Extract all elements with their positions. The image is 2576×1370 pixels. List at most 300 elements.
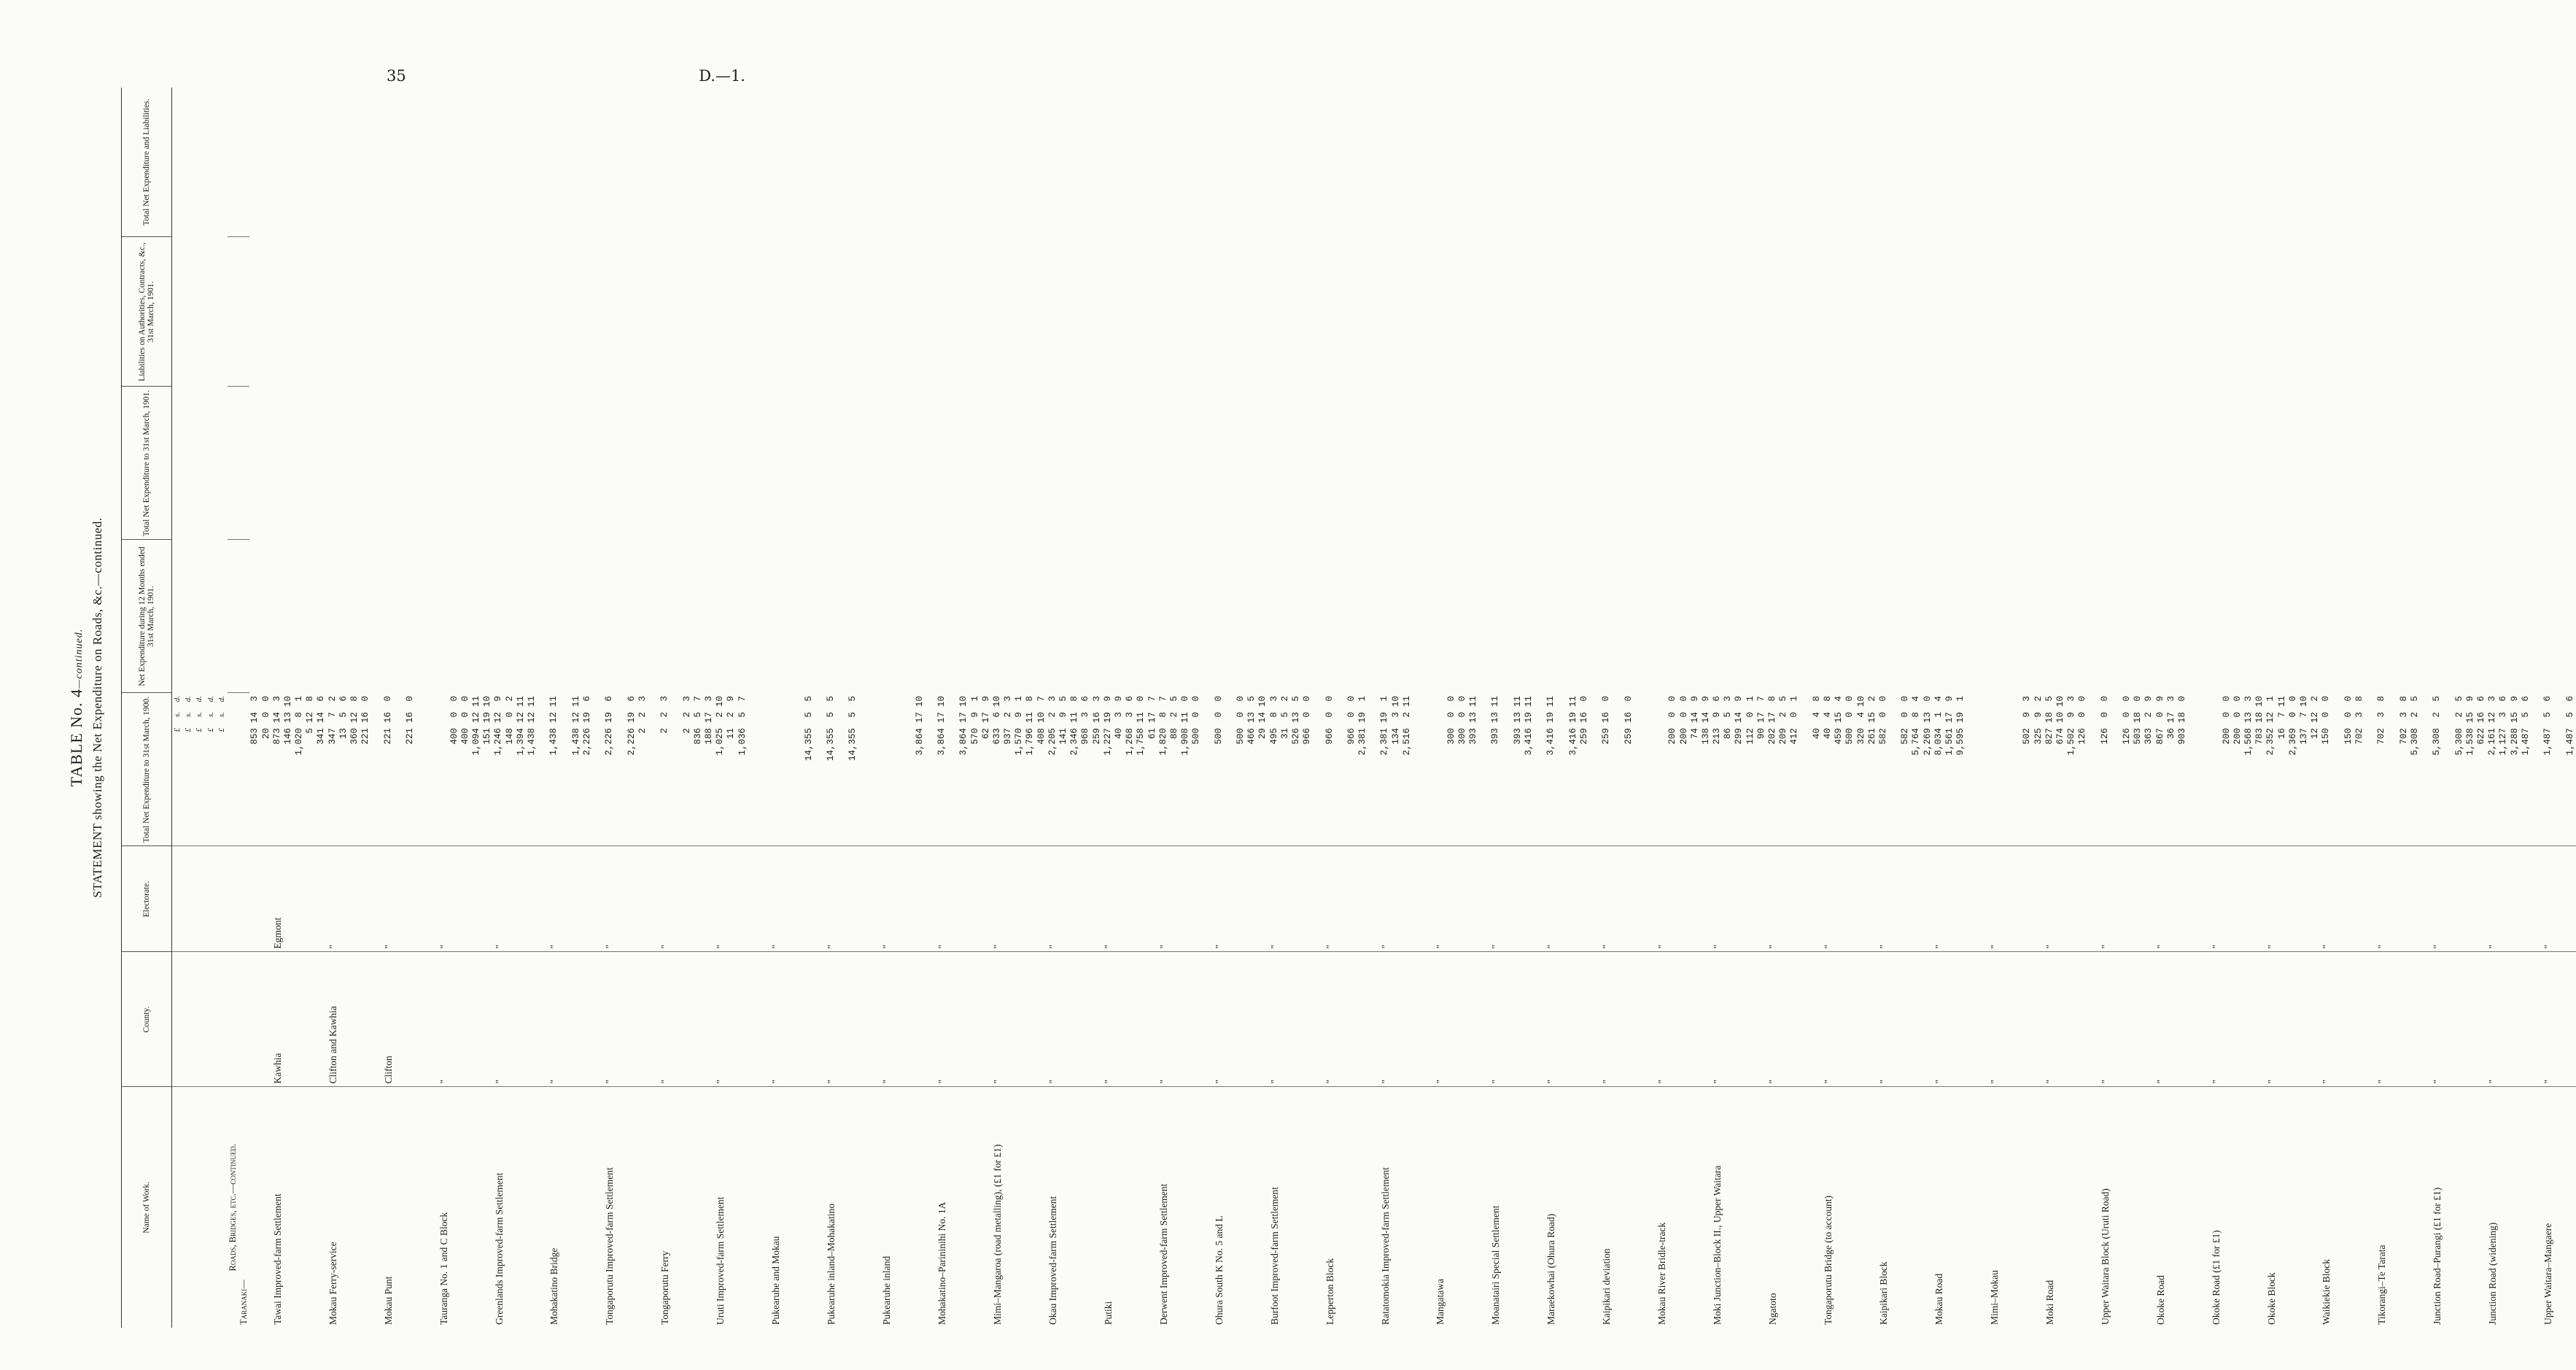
shillings <box>394 712 405 728</box>
amount-c3 <box>659 693 670 846</box>
amount-c1 <box>748 693 759 846</box>
shillings: 17 <box>1147 712 1157 724</box>
pence <box>1801 696 1812 712</box>
pence: 0 <box>2232 696 2243 702</box>
electorate: " <box>1966 846 2022 952</box>
pounds: 1,094 <box>471 728 482 756</box>
unit-shillings: s. <box>173 712 182 718</box>
shillings: 17 <box>936 712 947 724</box>
currency-unit-row <box>172 88 228 1328</box>
shillings <box>759 712 770 728</box>
shillings: 5 <box>2542 712 2553 718</box>
pence: 0 <box>2122 696 2132 702</box>
work-name: Uruti Improved-farm Settlement <box>715 1196 726 1325</box>
shillings <box>416 712 427 728</box>
pence <box>903 696 914 712</box>
shillings: 17 <box>2165 712 2176 724</box>
amount-c3 <box>1103 693 1114 846</box>
pence: 11 <box>1567 696 1578 708</box>
table-row <box>693 88 748 1328</box>
county: " <box>2022 952 2077 1087</box>
electorate: " <box>1911 846 1966 952</box>
pence: 9 <box>1102 696 1113 702</box>
pence: 2 <box>327 696 338 702</box>
work-name: Ngatoto <box>1767 1293 1779 1325</box>
pence: 2 <box>2033 696 2044 702</box>
work-name: Moanatairi Special Settlement <box>1490 1205 1502 1325</box>
pence: 5 <box>826 696 837 702</box>
shillings: 0 <box>1844 712 1855 718</box>
shillings: 17 <box>1944 712 1955 724</box>
page-number: 35 <box>387 67 406 85</box>
pounds: 966 <box>1302 728 1313 745</box>
amount-c3 <box>936 693 947 846</box>
pence: 0 <box>1922 696 1933 702</box>
pounds <box>947 728 958 766</box>
shillings: 19 <box>1357 712 1368 724</box>
shillings: 2 <box>1401 712 1412 718</box>
pence <box>371 696 382 712</box>
pence: 3 <box>1091 696 1102 702</box>
amount-c1 <box>1246 693 1257 846</box>
work-name: Okoke Road <box>2154 1275 2166 1325</box>
amount-c4 <box>1335 693 1346 846</box>
shillings: 5 <box>338 712 349 718</box>
shillings: 2 <box>1778 712 1789 718</box>
amount-c3 <box>327 693 338 846</box>
table-title <box>66 88 86 1328</box>
amount-c4 <box>1225 693 1235 846</box>
pence: 3 <box>1268 696 1279 702</box>
col-header-liabilities: Liabilities on Authorities, Contracts, &c., 31st March, 1901. <box>122 237 172 387</box>
county: " <box>804 952 859 1087</box>
work-name: Mimi–Mokau <box>1988 1269 2000 1325</box>
pounds <box>2088 728 2099 766</box>
amount-c4 <box>616 693 626 846</box>
pounds <box>903 728 914 766</box>
pence <box>815 696 826 712</box>
amount-c2 <box>870 693 881 846</box>
shillings <box>1225 712 1235 728</box>
electorate: " <box>859 846 915 952</box>
amount-c4 <box>394 693 405 846</box>
shillings: 2 <box>2432 712 2443 718</box>
electorate: Egmont <box>249 846 305 952</box>
electorate: " <box>2410 846 2465 952</box>
amount-c4 <box>2277 693 2288 846</box>
amount-c3 <box>1989 693 2000 846</box>
electorate: " <box>748 846 804 952</box>
pence <box>2443 696 2453 712</box>
pence <box>1424 696 1435 712</box>
pounds: 200 <box>2232 728 2243 745</box>
amount-c4 <box>2111 693 2122 846</box>
pounds: 2,226 <box>626 728 637 756</box>
shillings: 11 <box>1136 712 1147 724</box>
shillings: 16 <box>2476 712 2486 724</box>
electorate: " <box>1246 846 1302 952</box>
pounds <box>2532 728 2542 766</box>
shillings <box>2553 712 2564 728</box>
shillings: 9 <box>2033 712 2044 718</box>
shillings: 12 <box>305 712 316 724</box>
shillings: 19 <box>1379 712 1390 724</box>
pence: 3 <box>249 696 260 702</box>
amount-c5 <box>1069 693 1080 846</box>
shillings: 0 <box>449 712 459 718</box>
amount-c5 <box>1125 693 1136 846</box>
amount-c2 <box>427 693 438 846</box>
pounds <box>394 728 405 766</box>
pounds: 86 <box>1723 728 1734 740</box>
shillings <box>1424 712 1435 728</box>
amount-c1 <box>1080 693 1091 846</box>
pounds: 1,025 <box>715 728 726 756</box>
electorate: " <box>1745 846 1801 952</box>
pence <box>2199 696 2210 712</box>
pounds <box>1225 728 1235 766</box>
shillings: 15 <box>1834 712 1844 724</box>
pounds: 393 <box>1512 728 1523 745</box>
pence <box>1202 696 1213 712</box>
work-name: Putiki <box>1102 1301 1114 1325</box>
shillings: 0 <box>260 712 271 718</box>
county: " <box>2465 952 2521 1087</box>
pence: 0 <box>1844 696 1855 702</box>
pence: 5 <box>1058 696 1068 702</box>
shillings: 2 <box>2144 712 2154 718</box>
pence <box>2553 696 2564 712</box>
table-row <box>2077 88 2133 1328</box>
amount-c5 <box>1402 693 1413 846</box>
amount-c1 <box>859 693 870 846</box>
work-name: Mokau Punt <box>382 1276 394 1325</box>
pence: 2 <box>504 696 515 702</box>
currency-units <box>217 693 228 846</box>
work-name: Junction Road (widening) <box>2487 1222 2499 1325</box>
amount-c2 <box>1424 693 1435 846</box>
pounds: 466 <box>1246 728 1257 745</box>
shillings: 7 <box>2299 712 2309 718</box>
shillings: 8 <box>1268 712 1279 718</box>
amount-c2 <box>1756 693 1767 846</box>
shillings: 10 <box>1036 712 1047 724</box>
pounds <box>1590 728 1601 766</box>
pounds: 1,036 <box>737 728 748 756</box>
table-title-main: TABLE No. 4 <box>67 688 85 787</box>
amount-c5 <box>682 693 693 846</box>
pence: 6 <box>604 696 615 702</box>
amount-c4 <box>2332 693 2343 846</box>
work-name: Tongaporutu Improved-farm Settlement <box>604 1167 616 1325</box>
pence: 0 <box>1302 696 1313 702</box>
pence <box>1313 696 1324 712</box>
pounds <box>1801 728 1812 766</box>
pence: 6 <box>2520 696 2531 702</box>
electorate: " <box>1468 846 1524 952</box>
table-row <box>748 88 804 1328</box>
pence: 11 <box>2276 696 2287 708</box>
amount-c1 <box>1745 693 1756 846</box>
pence: 0 <box>382 696 393 702</box>
amount-c5 <box>2510 693 2521 846</box>
county: " <box>1856 952 1912 1087</box>
pounds <box>593 728 604 766</box>
shillings: 17 <box>1767 712 1777 724</box>
pence: 0 <box>1213 696 1224 702</box>
electorate: " <box>2465 846 2521 952</box>
work-name: Lepperton Block <box>1324 1258 1335 1325</box>
pounds: 90 <box>1756 728 1766 740</box>
pounds: 1,227 <box>1102 728 1113 756</box>
amount-c4 <box>1114 693 1125 846</box>
shillings: 16 <box>360 712 371 724</box>
shillings: 19 <box>1523 712 1534 724</box>
amount-c2 <box>538 693 548 846</box>
pence: 10 <box>936 696 947 708</box>
amount-c4 <box>2000 693 2011 846</box>
pence <box>2211 696 2222 712</box>
pounds <box>1424 728 1435 766</box>
pounds: 363 <box>2144 728 2154 745</box>
pounds <box>2111 728 2122 766</box>
amount-c3 <box>272 693 283 846</box>
shillings: 14 <box>1700 712 1711 724</box>
table-row <box>1025 88 1080 1328</box>
electorate: " <box>2521 846 2576 952</box>
amount-c4 <box>2222 693 2232 846</box>
pounds: 400 <box>459 728 470 745</box>
pounds: 325 <box>2033 728 2044 745</box>
pence: 11 <box>548 696 559 708</box>
shillings <box>859 712 870 728</box>
amount-c3 <box>1823 693 1834 846</box>
pence: 3 <box>2487 696 2498 702</box>
pence <box>1645 696 1656 712</box>
pounds: 299 <box>1734 728 1745 745</box>
shillings <box>892 712 903 728</box>
shillings: 14 <box>1734 712 1745 724</box>
amount-c4 <box>726 693 737 846</box>
shillings <box>1202 712 1213 728</box>
pence: 6 <box>316 696 327 702</box>
amount-c1 <box>1302 693 1313 846</box>
pence <box>416 696 427 712</box>
pounds: 259 <box>1578 728 1589 745</box>
amount-c2 <box>815 693 826 846</box>
shillings <box>1368 712 1379 728</box>
pounds: 2,381 <box>1379 728 1390 756</box>
pounds <box>1202 728 1213 766</box>
amount-c1 <box>416 693 427 846</box>
pence: 0 <box>404 696 415 702</box>
shillings: 17 <box>1756 712 1766 724</box>
pence: 0 <box>459 696 470 702</box>
pounds: 150 <box>2321 728 2332 745</box>
pence: 0 <box>2077 696 2088 702</box>
pounds: 1,820 <box>1157 728 1168 756</box>
pounds: 8,034 <box>1933 728 1944 756</box>
shillings: 9 <box>969 712 980 718</box>
electorate: " <box>2022 846 2077 952</box>
amount-c2 <box>2532 693 2542 846</box>
document-reference: D.—1. <box>699 67 745 85</box>
amount-c5 <box>626 693 637 846</box>
col-header-name-of-work: Name of Work. <box>122 1087 172 1328</box>
amount-c3 <box>2044 693 2055 846</box>
shillings: 12 <box>548 712 559 724</box>
amount-c1 <box>1136 693 1147 846</box>
amount-c4 <box>338 693 349 846</box>
amount-c2 <box>704 693 715 846</box>
pence <box>427 696 438 712</box>
work-name: Mokau Ferry-service <box>327 1242 338 1325</box>
shillings <box>881 712 892 728</box>
amount-c2 <box>2033 693 2044 846</box>
pence: 9 <box>2144 696 2154 702</box>
county: " <box>2243 952 2299 1087</box>
work-name: Okoke Block <box>2265 1272 2277 1325</box>
pounds <box>1612 728 1623 766</box>
electorate: " <box>1801 846 1856 952</box>
work-name: Burfoot Improved-farm Settlement <box>1268 1187 1280 1325</box>
pence: 8 <box>2398 696 2409 702</box>
pence: 8 <box>349 696 360 702</box>
column-header-row <box>122 88 172 1328</box>
shillings: 10 <box>2055 712 2065 724</box>
col-header-county: County. <box>122 952 172 1087</box>
pounds <box>1889 728 1900 766</box>
amount-c1 <box>249 693 260 846</box>
pence: 6 <box>581 696 592 702</box>
pence <box>859 696 870 712</box>
shillings <box>648 712 659 728</box>
shillings: 9 <box>1014 712 1025 718</box>
pence: 1 <box>1745 696 1756 702</box>
pounds: 259 <box>1601 728 1612 745</box>
amount-c5 <box>405 693 416 846</box>
shillings <box>1801 712 1812 728</box>
pence: 3 <box>1003 696 1014 702</box>
pounds <box>560 728 571 766</box>
amount-c1 <box>1690 693 1701 846</box>
amount-c4 <box>1003 693 1014 846</box>
work-name: Kaipikari deviation <box>1601 1248 1613 1325</box>
shillings <box>2188 712 2199 728</box>
pounds: 261 <box>1866 728 1877 745</box>
county: " <box>1634 952 1690 1087</box>
pounds <box>1335 728 1346 766</box>
pence: 8 <box>2376 696 2387 702</box>
amount-c4 <box>670 693 681 846</box>
pounds <box>2388 728 2399 766</box>
pence: 0 <box>1601 696 1612 702</box>
pounds: 1,438 <box>527 728 537 756</box>
pounds: 40 <box>1113 728 1124 740</box>
pence: 7 <box>737 696 748 702</box>
amount-c2 <box>1923 693 1933 846</box>
amount-c4 <box>837 693 847 846</box>
amount-c1 <box>1856 693 1867 846</box>
amount-c2 <box>316 693 327 846</box>
work-name: Tikorangi–Te Tarata <box>2376 1245 2388 1325</box>
shillings: 12 <box>493 712 504 724</box>
shillings: 14 <box>271 712 282 724</box>
pence: 8 <box>1811 696 1822 702</box>
county: " <box>1413 952 1468 1087</box>
amount-c5 <box>1291 693 1302 846</box>
pence <box>2388 696 2399 712</box>
pounds <box>815 728 826 766</box>
amount-c1 <box>2022 693 2033 846</box>
shillings: 13 <box>1290 712 1301 724</box>
pounds: 2,369 <box>2287 728 2298 756</box>
pence: 5 <box>803 696 814 702</box>
pence <box>1634 696 1645 712</box>
pounds <box>1502 728 1513 766</box>
pounds <box>748 728 759 766</box>
pence <box>1978 696 1989 712</box>
pounds: 3,416 <box>1567 728 1578 756</box>
pence <box>2421 696 2432 712</box>
amount-c5 <box>1014 693 1025 846</box>
amount-c3 <box>1435 693 1446 846</box>
amount-c5 <box>2177 693 2188 846</box>
shillings <box>427 712 438 728</box>
pounds: 1,487 <box>2520 728 2531 756</box>
pence: 8 <box>2354 696 2364 702</box>
unit-shillings: s. <box>217 712 226 718</box>
pounds: 341 <box>316 728 327 745</box>
pounds <box>1435 728 1446 766</box>
col-header-total-expenditure-liabilities: Total Net Expenditure and Liabilities. <box>122 88 172 237</box>
shillings: 4 <box>1811 712 1822 718</box>
amount-c1 <box>2521 693 2532 846</box>
amount-c3 <box>1545 693 1556 846</box>
work-name: Maraekowhai (Ohura Road) <box>1545 1213 1557 1325</box>
amount-c5 <box>571 693 582 846</box>
amount-c4 <box>1834 693 1844 846</box>
electorate: " <box>1856 846 1912 952</box>
amount-c2 <box>759 693 770 846</box>
shillings: 13 <box>1490 712 1501 724</box>
pence <box>616 696 626 712</box>
pence: 5 <box>2453 696 2464 702</box>
shillings: 2 <box>659 712 670 718</box>
shillings: 14 <box>1689 712 1700 724</box>
shillings: 3 <box>1080 712 1091 718</box>
shillings: 18 <box>2176 712 2187 724</box>
unit-pence: d. <box>206 696 215 703</box>
pence: 1 <box>1955 696 1966 702</box>
pounds: 503 <box>2133 728 2144 745</box>
pounds <box>2365 728 2376 766</box>
table-row <box>1579 88 1634 1328</box>
pounds: 633 <box>991 728 1002 745</box>
shillings <box>538 712 548 728</box>
pence: 11 <box>471 696 482 708</box>
pence: 7 <box>1036 696 1047 702</box>
shillings <box>371 712 382 728</box>
pounds <box>427 728 438 766</box>
electorate: " <box>693 846 748 952</box>
pence <box>1413 696 1424 712</box>
pence: 3 <box>271 696 282 702</box>
pence <box>1502 696 1513 712</box>
electorate: " <box>360 846 416 952</box>
county: " <box>416 952 471 1087</box>
county: " <box>1357 952 1413 1087</box>
